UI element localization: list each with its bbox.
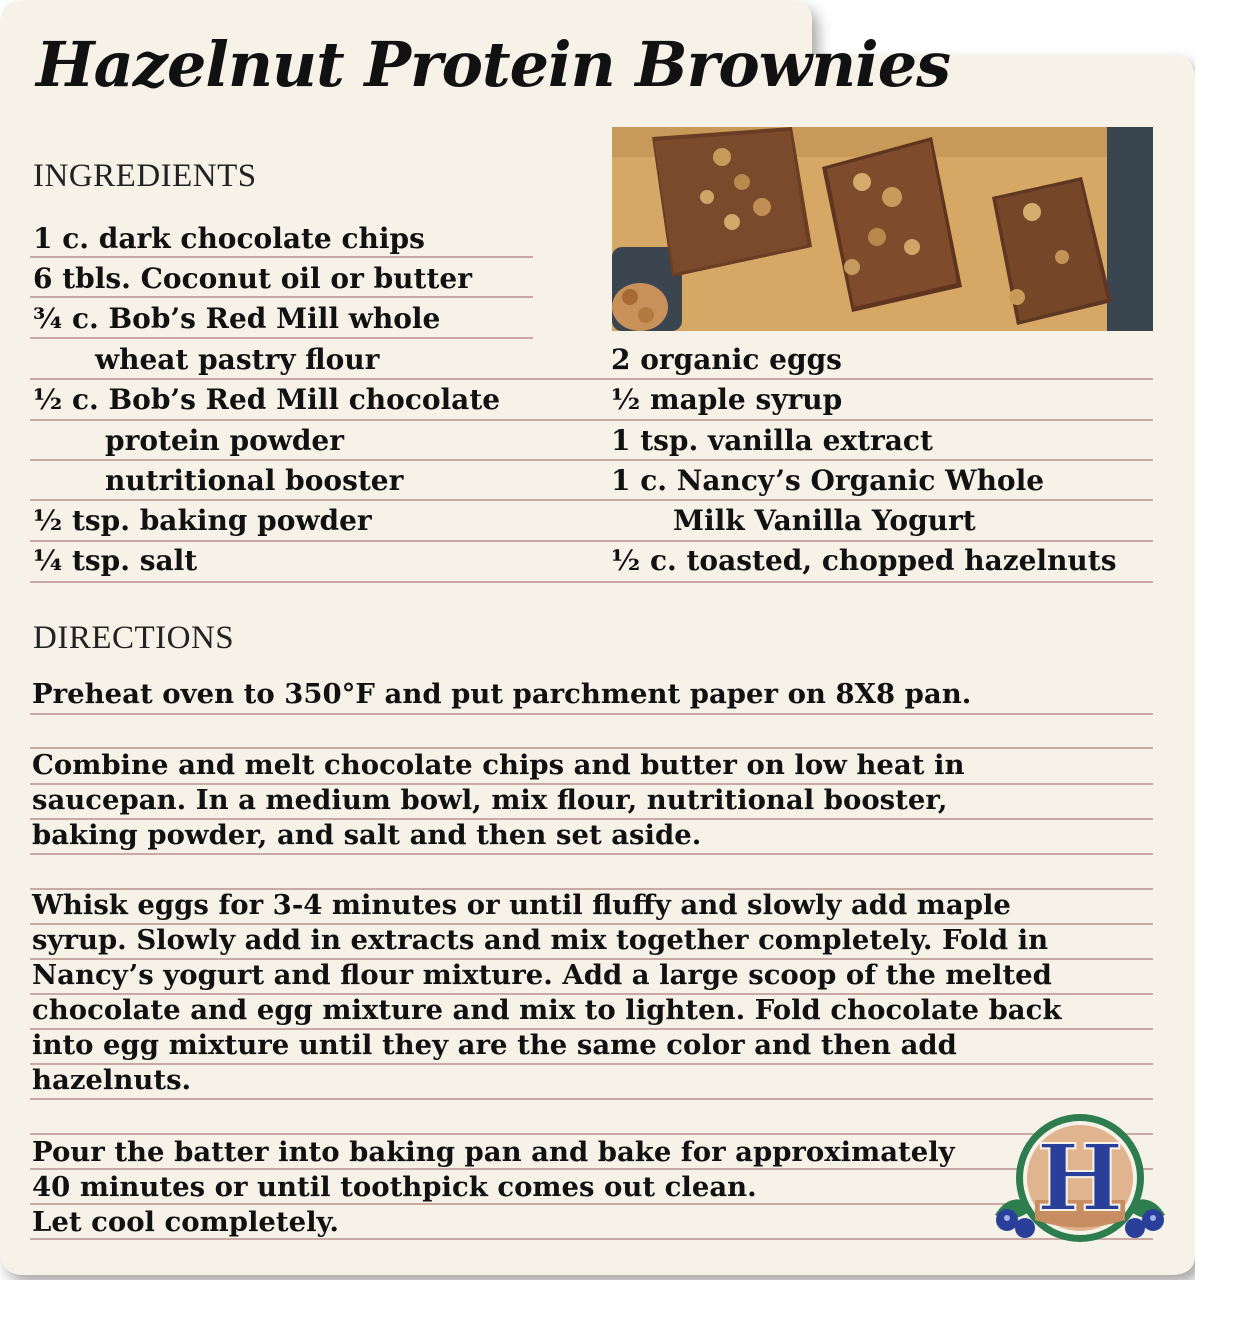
ingredient-item: wheat pastry flour — [95, 343, 380, 376]
direction-line: into egg mixture until they are the same color and then add — [32, 1029, 957, 1061]
ingredient-item: protein powder — [105, 424, 344, 457]
direction-line: Nancy’s yogurt and flour mixture. Add a large scoop of the melted — [32, 959, 1052, 991]
ingredient-item: ¼ tsp. salt — [33, 544, 198, 577]
rule-line — [30, 459, 1153, 461]
rule-line — [30, 296, 533, 298]
rule-line — [30, 419, 1153, 421]
rule-line — [30, 378, 1153, 380]
brownie-photo — [612, 127, 1153, 331]
rule-line — [30, 540, 1153, 542]
rule-line — [30, 256, 533, 258]
direction-line: baking powder, and salt and then set aside. — [32, 819, 702, 851]
recipe-title: Hazelnut Protein Brownies — [36, 28, 951, 101]
ingredient-item: Milk Vanilla Yogurt — [673, 504, 976, 537]
direction-line: Let cool completely. — [32, 1206, 339, 1238]
directions-heading: DIRECTIONS — [33, 620, 235, 656]
direction-line: Combine and melt chocolate chips and butter on low heat in — [32, 749, 965, 781]
ingredient-item: ½ maple syrup — [611, 383, 843, 416]
direction-line: 40 minutes or until toothpick comes out clean. — [32, 1171, 757, 1203]
rule-line — [30, 1098, 1153, 1100]
ingredient-item: 1 tsp. vanilla extract — [611, 424, 933, 457]
ingredient-item: ½ c. Bob’s Red Mill chocolate — [33, 383, 501, 416]
rule-line — [30, 499, 1153, 501]
direction-line: chocolate and egg mixture and mix to lighten. Fold chocolate back — [32, 994, 1062, 1026]
direction-line: Pour the batter into baking pan and bake for approximately — [32, 1136, 955, 1168]
direction-line: Whisk eggs for 3-4 minutes or until fluffy and slowly add maple — [32, 889, 1011, 921]
ingredient-item: nutritional booster — [105, 464, 404, 497]
ingredient-item: 1 c. dark chocolate chips — [33, 222, 425, 255]
rule-line — [30, 337, 533, 339]
direction-line: syrup. Slowly add in extracts and mix together completely. Fold in — [32, 924, 1049, 956]
svg-text:H: H — [1036, 1124, 1124, 1232]
ingredient-item: 6 tbls. Coconut oil or butter — [33, 262, 472, 295]
ingredients-heading: INGREDIENTS — [33, 158, 257, 194]
ingredient-item: 2 organic eggs — [611, 343, 842, 376]
direction-line: Preheat oven to 350°F and put parchment paper on 8X8 pan. — [32, 678, 972, 710]
ingredient-item: 1 c. Nancy’s Organic Whole — [611, 464, 1045, 497]
h-logo-icon — [985, 1110, 1175, 1250]
ingredient-item: ½ tsp. baking powder — [33, 504, 372, 537]
rule-line — [30, 853, 1153, 855]
ingredient-item: ¾ c. Bob’s Red Mill whole — [33, 302, 441, 335]
rule-line — [30, 713, 1153, 715]
rule-line — [30, 1063, 1153, 1065]
direction-line: hazelnuts. — [32, 1064, 192, 1096]
rule-line — [30, 581, 1153, 583]
ingredient-item: ½ c. toasted, chopped hazelnuts — [611, 544, 1117, 577]
direction-line: saucepan. In a medium bowl, mix flour, nutritional booster, — [32, 784, 948, 816]
